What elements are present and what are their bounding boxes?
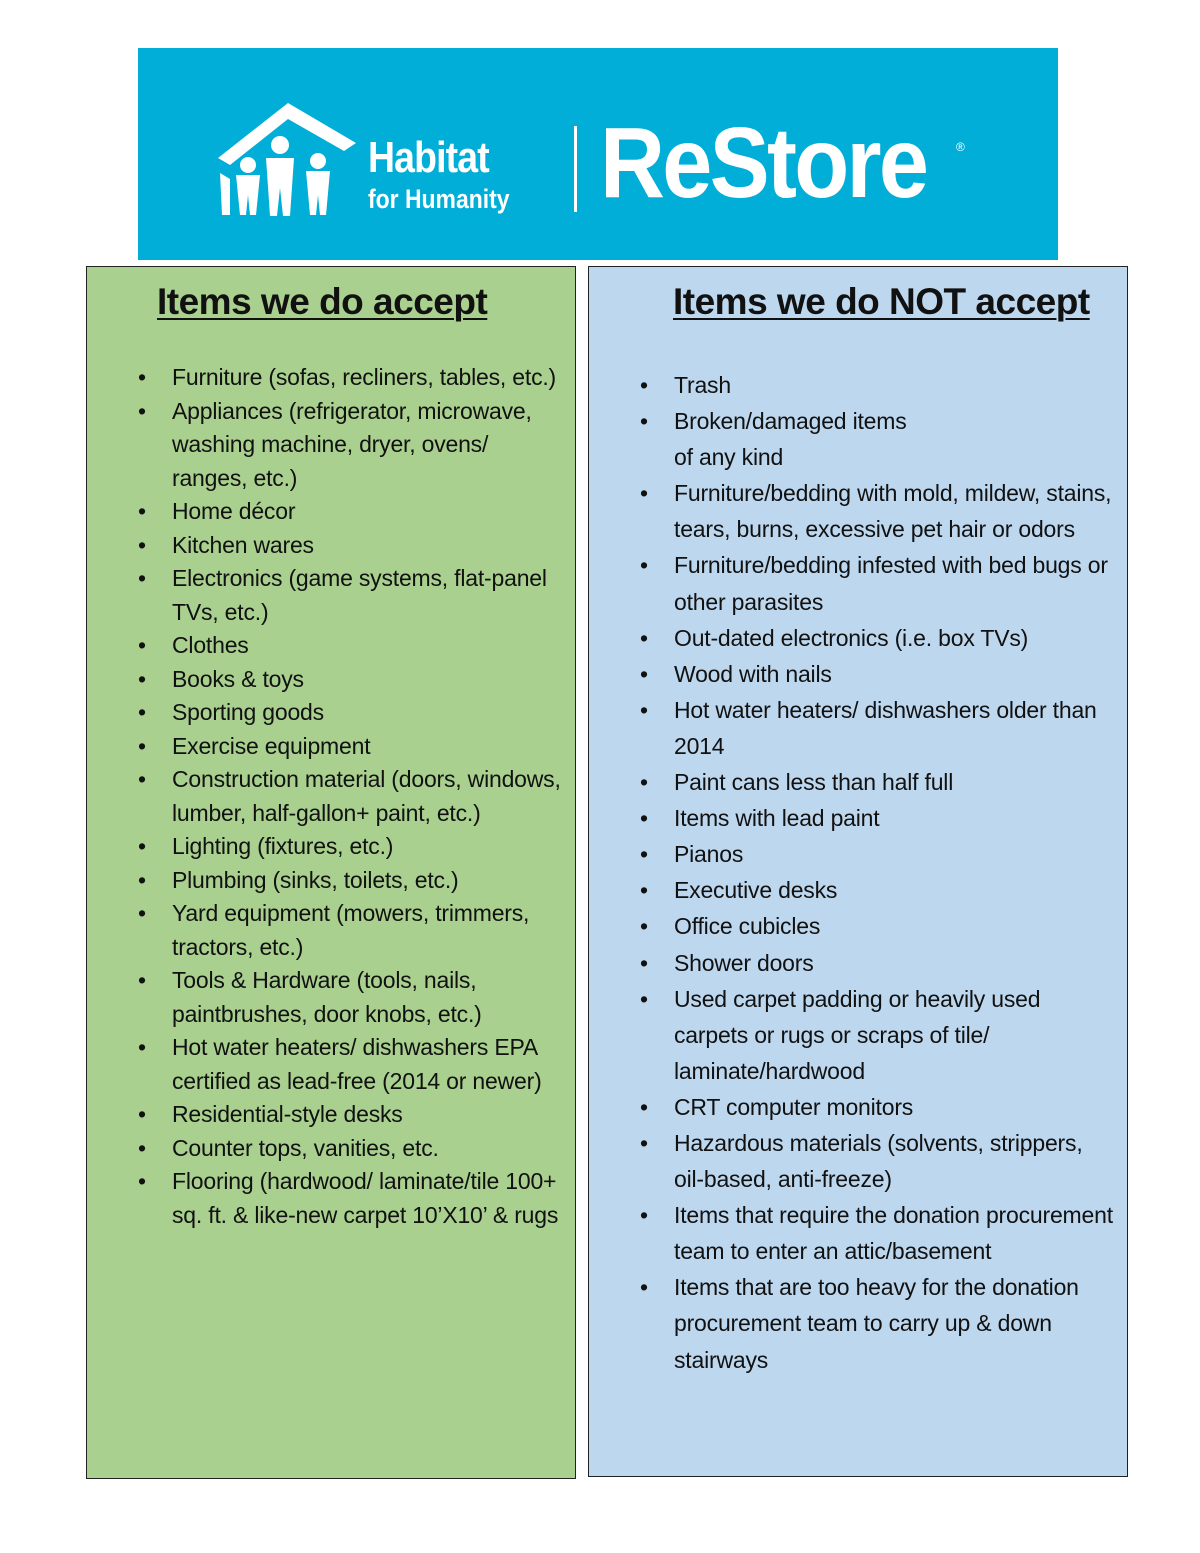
list-item (640, 945, 1114, 981)
list-item (138, 1098, 567, 1132)
bullet-icon: • (640, 660, 648, 687)
list-item (138, 696, 567, 730)
list-item-text: Plumbing (sinks, toilets, etc.) (172, 866, 459, 893)
bullet-icon: • (640, 372, 648, 398)
list-item (138, 562, 567, 629)
list-item (640, 475, 1114, 547)
list-item-text: Appliances (refrigerator, microwave, washing machine, dryer, ovens/ ranges, etc.) (172, 397, 532, 491)
list-item-text: Tools & Hardware (tools, nails, paintbrushes, door knobs, etc.) (172, 967, 482, 1027)
list-item-text: Used carpet padding or heavily used carpets or rugs or scraps of tile/ laminate/hardwood (674, 985, 1041, 1084)
list-item-text: Counter tops, vanities, etc. (172, 1134, 439, 1161)
list-item-text: Wood with nails (674, 660, 832, 687)
bullet-icon: • (640, 805, 648, 832)
list-item (640, 908, 1114, 944)
list-item (640, 764, 1114, 800)
list-item-text: Paint cans less than half full (674, 769, 954, 796)
bullet-icon: • (138, 967, 146, 993)
rejected-items-panel (588, 266, 1128, 1477)
bullet-icon: • (640, 480, 648, 507)
list-item (138, 395, 567, 496)
bullet-icon: • (138, 833, 146, 859)
list-item (138, 830, 567, 864)
list-item-text: Furniture/bedding with mold, mildew, stains, tears, burns, excessive pet hair or odors (674, 480, 1112, 543)
list-item-text: Pianos (674, 841, 744, 868)
bullet-icon: • (138, 1034, 146, 1060)
list-item (138, 529, 567, 563)
list-item-text: Books & toys (172, 665, 304, 692)
list-item (640, 620, 1114, 656)
bullet-icon: • (640, 913, 648, 940)
accepted-items-list (138, 361, 567, 1232)
list-item-text: Kitchen wares (172, 531, 314, 558)
list-item-text: Items that require the donation procurement team to enter an attic/basement (674, 1202, 1113, 1265)
bullet-icon: • (640, 408, 648, 435)
accepted-items-panel (86, 266, 576, 1479)
list-item (640, 1269, 1114, 1377)
bullet-icon: • (640, 985, 648, 1012)
list-item (640, 547, 1114, 619)
bullet-icon: • (138, 1168, 146, 1194)
list-item-text: Hot water heaters/ dishwashers older than 2014 (674, 696, 1097, 759)
bullet-icon: • (138, 900, 146, 926)
list-item (138, 964, 567, 1031)
bullet-icon: • (138, 866, 146, 893)
habitat-house-people-icon (218, 103, 358, 218)
rejected-items-list (640, 367, 1114, 1378)
bullet-icon: • (138, 531, 146, 558)
list-item (138, 495, 567, 529)
bullet-icon: • (640, 877, 648, 904)
bullet-icon: • (138, 732, 146, 759)
list-item-text: Office cubicles (674, 913, 821, 940)
list-item (138, 897, 567, 964)
list-item-text: Hazardous materials (solvents, strippers, oil-based, anti-freeze) (674, 1129, 1083, 1193)
restore-wordmark: ReStore (600, 107, 927, 219)
list-item-text: Residential-style desks (172, 1101, 403, 1127)
list-item-text: Shower doors (674, 949, 814, 976)
bullet-icon: • (640, 949, 648, 976)
bullet-icon: • (640, 1274, 648, 1301)
bullet-icon: • (640, 1093, 648, 1120)
bullet-icon: • (640, 1129, 648, 1156)
list-item (640, 1197, 1114, 1269)
bullet-icon: • (640, 769, 648, 796)
list-item-text: Exercise equipment (172, 732, 371, 759)
list-item-text: Executive desks (674, 877, 838, 904)
list-item-text: Clothes (172, 632, 249, 658)
list-item-text: CRT computer monitors (674, 1093, 914, 1120)
bullet-icon: • (138, 699, 146, 725)
bullet-icon: • (138, 498, 146, 524)
list-item (138, 361, 567, 395)
list-item (138, 629, 567, 663)
list-item-text: Broken/damaged items of any kind (674, 408, 907, 471)
habitat-wordmark: Habitat (368, 133, 489, 182)
list-item (640, 1089, 1114, 1125)
list-item (640, 836, 1114, 872)
for-humanity-wordmark: for Humanity (368, 184, 510, 214)
list-item-text: Furniture (sofas, recliners, tables, etc.) (172, 364, 557, 390)
list-item-text: Out-dated electronics (i.e. box TVs) (674, 624, 1029, 651)
list-item-text: Items with lead paint (674, 805, 880, 832)
bullet-icon: • (138, 1134, 146, 1161)
list-item-text: Flooring (hardwood/ laminate/tile 100+ sq. ft. & like-new carpet 10’X10’ & rugs (172, 1168, 559, 1228)
bullet-icon: • (138, 565, 146, 591)
bullet-icon: • (640, 624, 648, 651)
list-item-text: Electronics (game systems, flat-panel TVs, etc.) (172, 565, 547, 625)
list-item (640, 367, 1114, 403)
list-item-text: Hot water heaters/ dishwashers EPA certified as lead-free (2014 or newer) (172, 1034, 542, 1094)
list-item (138, 730, 567, 764)
bullet-icon: • (138, 665, 146, 692)
list-item (640, 872, 1114, 908)
list-item (640, 656, 1114, 692)
list-item-text: Trash (674, 372, 731, 398)
list-item-text: Lighting (fixtures, etc.) (172, 833, 394, 859)
registered-mark: ® (956, 140, 965, 154)
list-item-text: Sporting goods (172, 699, 324, 725)
bullet-icon: • (640, 841, 648, 868)
list-item-text: Yard equipment (mowers, trimmers, tractors, etc.) (172, 900, 530, 960)
list-item-text: Items that are too heavy for the donation procurement team to carry up & down stairways (674, 1274, 1079, 1373)
bullet-icon: • (138, 397, 146, 424)
logo-banner (138, 48, 1058, 260)
list-item (138, 1165, 567, 1232)
list-item (138, 1132, 567, 1166)
list-item-text: Construction material (doors, windows, lumber, half-gallon+ paint, etc.) (172, 766, 561, 826)
list-item (138, 864, 567, 898)
bullet-icon: • (640, 696, 648, 723)
logo-divider (574, 126, 577, 212)
list-item (640, 800, 1114, 836)
rejected-items-heading: Items we do NOT accept (673, 281, 1090, 322)
list-item (640, 692, 1114, 764)
bullet-icon: • (138, 364, 146, 390)
bullet-icon: • (138, 766, 146, 792)
list-item (640, 403, 1114, 475)
list-item (138, 763, 567, 830)
accepted-items-heading: Items we do accept (157, 281, 488, 322)
list-item (138, 1031, 567, 1098)
bullet-icon: • (138, 1101, 146, 1127)
bullet-icon: • (640, 1202, 648, 1229)
bullet-icon: • (138, 632, 146, 658)
list-item (640, 981, 1114, 1089)
list-item (138, 663, 567, 697)
list-item-text: Home décor (172, 498, 296, 524)
list-item-text: Furniture/bedding infested with bed bugs or other parasites (674, 552, 1108, 615)
list-item (640, 1125, 1114, 1197)
bullet-icon: • (640, 552, 648, 579)
